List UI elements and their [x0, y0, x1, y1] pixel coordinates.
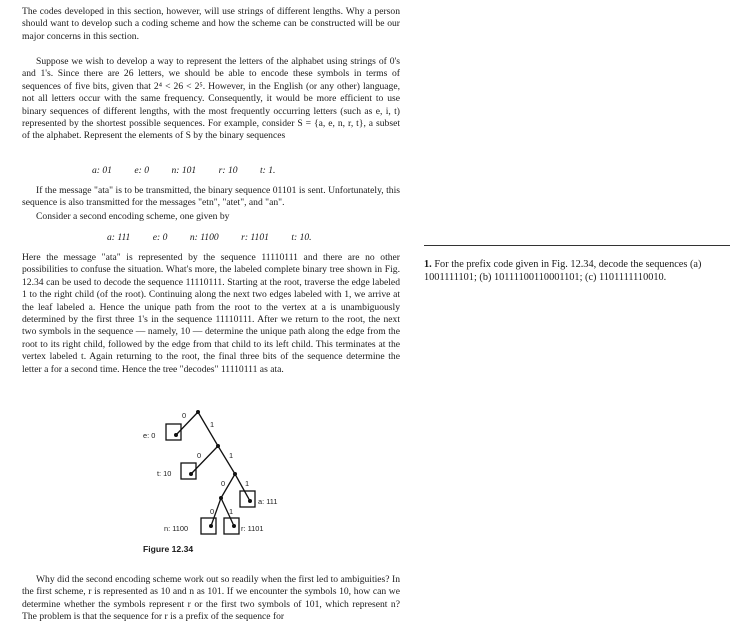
edge-label: 0 [210, 507, 215, 516]
suppose-paragraph: Suppose we wish to develop a way to represent the letters of the alphabet using strings of 0's and 1's. Since there are 26 letters, we should be able to encode these symbols in terms of sequences of five bits, given that 2⁴ < 26 < 2⁵. However, in the English (or any other) language, not all letters occur with the same frequency. Consequently, it would be more efficient to use binary sequences of different lengths, with the most frequently occurring letters (such as e, i, t) represented by the shortest possible sequences. For example, consider S = {a, e, n, r, t}, a subset of the alphabet. Represent the elements of S by the binary sequences [22, 56, 400, 142]
edge-label: 0 [221, 479, 226, 488]
scheme1-codes [92, 165, 295, 176]
scheme1-code: n: 101 [171, 165, 197, 176]
why-paragraph: Why did the second encoding scheme work out so readily when the first led to ambiguities? In the first scheme, r is represented as 10 and n as 101. If we encounter the symbols 10, how can we determine whether the symbols represent r or the first two symbols of 101, which represent n? The problem is that the sequence for r is a prefix of the sequence for [22, 574, 400, 623]
exercise-text: For the prefix code given in Fig. 12.34, decode the sequences (a) 1001111101; (b) 10111100110001101; (c) 1101111110010. [424, 259, 702, 284]
scheme1-code: t: 1. [259, 165, 276, 176]
leaf-box-a [240, 491, 255, 507]
tree-node [232, 524, 236, 528]
tree-edge [191, 446, 218, 474]
edge-label: 1 [229, 451, 234, 460]
scheme2-code: n: 1100 [189, 232, 219, 243]
tree-node [248, 499, 252, 503]
scheme1-code: a: 01 [92, 165, 112, 176]
tree-node [219, 496, 223, 500]
leaf-label-n: n: 1100 [164, 524, 189, 533]
edge-label: 0 [197, 451, 202, 460]
leaf-label-a: a: 111 [258, 497, 278, 506]
edge-label: 1 [245, 479, 250, 488]
leaf-label-e: e: 0 [143, 431, 156, 440]
leaf-box-n [201, 518, 216, 534]
leaf-label-t: t: 10 [157, 469, 172, 478]
exercise-1 [424, 258, 736, 285]
exercise-number: 1. [424, 259, 432, 270]
tree-node [209, 524, 213, 528]
edge-label: 1 [210, 420, 215, 429]
tree-edge [198, 412, 218, 446]
here-paragraph: Here the message "ata" is represented by the sequence 11110111 and there are no other possibilities to confuse the situation. What's more, the labeled complete binary tree shown in Fig. 12.34 can be used to decode the sequence 11110111. Starting at the root, traverse the edge labeled 1 to the right child (of the root). Continuing along the next two edges labeled with 1, we arrive at the leaf labeled a. Hence the unique path from the root to the vertex at a is unambiguously determined by the first three 1's in the sequence 11110111. After we return to the root, the next two symbols in the sequence — namely, 10 — determine the unique path along the edge from the root to its right child, followed by the edge from that child to its left child. This terminates at the vertex labeled t. Again returning to the root, the final three bits of the sequence determine the letter a for a second time. Hence the tree "decodes" 11110111 as ata. [22, 252, 400, 375]
ata-paragraph: If the message "ata" is to be transmitted, the binary sequence 01101 is sent. Unfortunately, this sequence is also transmitted for the messages "etn", "atet", and "an". [22, 185, 400, 209]
scheme2-code: r: 1101 [241, 232, 269, 243]
scheme2-code: e: 0 [152, 232, 168, 243]
tree-node [216, 444, 220, 448]
leaf-label-r: r: 1101 [241, 524, 264, 533]
intro-paragraph: The codes developed in this section, however, will use strings of different lengths. Why a person should want to develop such a coding scheme and how the scheme can be constructed will be our major concerns in this section. [22, 6, 400, 42]
scheme2-code: a: 111 [107, 232, 131, 243]
exercises-divider [424, 245, 730, 246]
edge-label: 0 [182, 411, 187, 420]
scheme1-code: e: 0 [134, 165, 150, 176]
tree-node [174, 433, 178, 437]
scheme2-codes [107, 232, 332, 243]
tree-node [196, 410, 200, 414]
figure-caption: Figure 12.34 [143, 544, 194, 554]
scheme2-code: t: 10. [291, 232, 312, 243]
scheme1-code: r: 10 [218, 165, 238, 176]
consider-paragraph: Consider a second encoding scheme, one given by [36, 211, 230, 222]
tree-node [189, 472, 193, 476]
prefix-code-tree-figure [130, 400, 300, 545]
tree-node [233, 472, 237, 476]
edge-label: 1 [229, 507, 234, 516]
